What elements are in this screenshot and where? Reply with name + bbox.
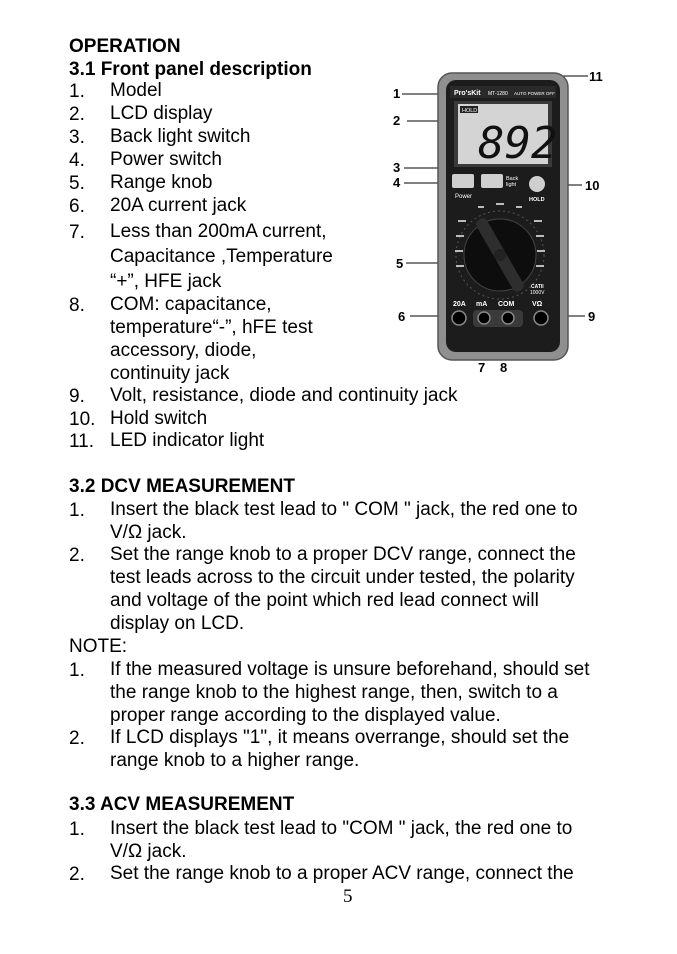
page-number: 5 xyxy=(343,886,353,907)
list-number: 11. xyxy=(69,431,95,452)
list-item: continuity jack xyxy=(110,363,230,384)
callout-2: 2 xyxy=(393,113,401,128)
list-item: If the measured voltage is unsure beforehand, should set xyxy=(110,659,590,680)
list-item: COM: capacitance, xyxy=(110,294,272,315)
backlight-label: light xyxy=(506,182,517,188)
jack-ma-label: mA xyxy=(476,301,488,308)
list-number: 6. xyxy=(69,196,85,217)
jack-v-label: VΩ xyxy=(532,301,543,308)
list-number: 1. xyxy=(69,81,85,102)
list-item: If LCD displays "1", it means overrange, should set the xyxy=(110,727,570,748)
list-item: proper range according to the displayed value. xyxy=(110,705,501,726)
jack-20a-label: 20A xyxy=(453,301,466,308)
list-number: 4. xyxy=(69,150,85,171)
jack-com-label: COM xyxy=(498,301,515,308)
cat-rating: CATII xyxy=(531,284,544,290)
lcd-value: 892 xyxy=(478,118,558,169)
callout-3: 3 xyxy=(393,160,401,175)
jack-com[interactable] xyxy=(502,312,514,324)
backlight-button[interactable] xyxy=(481,174,503,188)
meter-model: MT-1280 xyxy=(488,91,508,97)
list-number: 7. xyxy=(69,222,85,243)
hold-label: HOLD xyxy=(529,197,545,203)
list-item: Insert the black test lead to "COM " jack, the red one to xyxy=(110,818,573,839)
list-item: test leads across to the circuit under tested, the polarity xyxy=(110,567,575,588)
jack-ma[interactable] xyxy=(478,312,490,324)
list-item: range knob to a higher range. xyxy=(110,750,360,771)
list-item: display on LCD. xyxy=(110,613,245,634)
list-item: Volt, resistance, diode and continuity jack xyxy=(110,385,458,406)
front-panel-heading: 3.1 Front panel description xyxy=(69,59,312,80)
list-item: Less than 200mA current, xyxy=(110,221,327,242)
jack-v[interactable] xyxy=(534,311,548,325)
list-item: LED indicator light xyxy=(110,430,265,451)
callout-6: 6 xyxy=(398,309,406,324)
note-label: NOTE: xyxy=(69,636,128,657)
list-number: 3. xyxy=(69,127,85,148)
list-number: 10. xyxy=(69,409,96,430)
list-item: Insert the black test lead to " COM " jack, the red one to xyxy=(110,499,578,520)
list-number: 2. xyxy=(69,728,85,749)
jack-20a[interactable] xyxy=(452,311,466,325)
lcd-hold-badge: HOLD xyxy=(462,108,478,114)
list-item: “+”, HFE jack xyxy=(110,271,222,292)
callout-10: 10 xyxy=(585,178,600,193)
list-number: 2. xyxy=(69,545,85,566)
list-item: V/Ω jack. xyxy=(110,522,187,543)
list-number: 9. xyxy=(69,386,85,407)
power-button[interactable] xyxy=(452,174,474,188)
list-item: Set the range knob to a proper ACV range, connect the xyxy=(110,863,574,884)
backlight-label: Back xyxy=(506,176,519,182)
list-item: Hold switch xyxy=(110,408,208,429)
list-number: 2. xyxy=(69,864,85,885)
list-item: Capacitance ,Temperature xyxy=(110,246,333,267)
list-number: 8. xyxy=(69,295,85,316)
list-item: LCD display xyxy=(110,103,213,124)
list-item: accessory, diode, xyxy=(110,340,257,361)
list-number: 1. xyxy=(69,500,85,521)
meter-brand: Pro'sKit xyxy=(454,90,481,97)
callout-11: 11 xyxy=(589,69,603,84)
list-item: and voltage of the point which red lead connect will xyxy=(110,590,539,611)
cat-voltage: 1000V xyxy=(530,290,545,296)
list-item: 20A current jack xyxy=(110,195,247,216)
list-item: Model xyxy=(110,80,162,101)
list-number: 1. xyxy=(69,819,85,840)
callout-1: 1 xyxy=(393,86,401,101)
list-number: 2. xyxy=(69,104,85,125)
acv-heading: 3.3 ACV MEASUREMENT xyxy=(69,794,295,815)
list-item: Range knob xyxy=(110,172,213,193)
list-item: the range knob to the highest range, then, switch to a xyxy=(110,682,558,703)
callout-9: 9 xyxy=(588,309,596,324)
callout-5: 5 xyxy=(396,256,404,271)
list-item: temperature“-”, hFE test xyxy=(110,317,313,338)
list-number: 5. xyxy=(69,173,85,194)
power-label: Power xyxy=(455,194,473,200)
callout-4: 4 xyxy=(393,175,401,190)
list-item: Back light switch xyxy=(110,126,251,147)
hold-button[interactable] xyxy=(529,176,545,192)
multimeter-illustration xyxy=(390,64,610,379)
callout-8: 8 xyxy=(500,360,508,375)
list-item: Power switch xyxy=(110,149,222,170)
page-title: OPERATION xyxy=(69,36,181,57)
list-item: V/Ω jack. xyxy=(110,841,187,862)
callout-7: 7 xyxy=(478,360,486,375)
list-item: Set the range knob to a proper DCV range, connect the xyxy=(110,544,576,565)
list-number: 1. xyxy=(69,660,85,681)
meter-subtitle: AUTO POWER OFF xyxy=(514,91,555,96)
dcv-heading: 3.2 DCV MEASUREMENT xyxy=(69,476,295,497)
